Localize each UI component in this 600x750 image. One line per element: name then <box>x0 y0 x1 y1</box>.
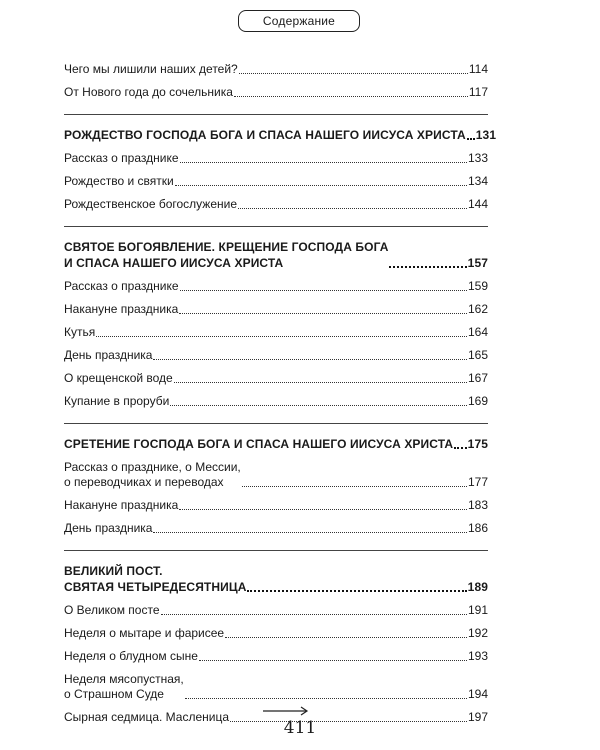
toc-entry-page: 165 <box>467 348 488 362</box>
leader-dots <box>467 138 475 140</box>
leader-dots <box>161 614 467 615</box>
toc-entry-title: Рассказ о празднике <box>64 151 179 165</box>
toc-entry-page: 144 <box>467 197 488 211</box>
toc-section-heading[interactable] <box>64 239 488 271</box>
toc-entry-page: 114 <box>468 62 488 76</box>
toc-entry[interactable] <box>64 302 488 317</box>
leader-dots <box>170 405 467 406</box>
toc-section-title <box>64 563 246 595</box>
toc-section-page: 157 <box>467 256 488 270</box>
leader-dots <box>242 486 467 487</box>
toc-entry-title: Сырная седмица. Масленица <box>64 710 230 724</box>
toc-entry-page: 162 <box>467 302 488 316</box>
leader-dots <box>247 590 466 592</box>
leader-dots <box>179 313 467 314</box>
toc-entry[interactable] <box>64 460 488 490</box>
leader-dots <box>174 382 467 383</box>
leader-dots <box>175 185 467 186</box>
leader-dots <box>180 290 467 291</box>
toc-entry-page: 164 <box>467 325 488 339</box>
toc-entry-title-line: Рассказ о празднике, о Мессии, <box>64 460 241 474</box>
toc-entry[interactable] <box>64 348 488 363</box>
toc-entry[interactable] <box>64 279 488 294</box>
toc-entry-page: 134 <box>467 174 488 188</box>
toc-entry-page: 186 <box>467 521 488 535</box>
toc-entry-title: О Великом посте <box>64 603 160 617</box>
leader-dots <box>180 162 467 163</box>
toc-section-title: СРЕТЕНИЕ ГОСПОДА БОГА И СПАСА НАШЕГО ИИСУСА ХРИСТА <box>64 437 454 451</box>
toc-entry-title: Неделя о блудном сыне <box>64 649 198 663</box>
toc-entry[interactable] <box>64 325 488 340</box>
toc-entry-title: Рождественское богослужение <box>64 197 237 211</box>
toc-entry[interactable] <box>64 672 488 702</box>
toc-section-title-line: СВЯТАЯ ЧЕТЫРЕДЕСЯТНИЦА <box>64 580 247 594</box>
toc-section-page: 131 <box>475 128 497 142</box>
toc-entry-page: 167 <box>467 371 488 385</box>
leader-dots <box>96 336 467 337</box>
leader-dots <box>389 266 466 268</box>
section-divider <box>64 423 488 424</box>
running-header-title: Содержание <box>262 14 336 28</box>
toc-entry[interactable] <box>64 62 488 77</box>
toc-entry-title: Рождество и святки <box>64 174 174 188</box>
toc-entry-title: Накануне праздника <box>64 302 179 316</box>
leader-dots <box>234 96 468 97</box>
toc-entry[interactable] <box>64 626 488 641</box>
toc-section-title-line: СВЯТОЕ БОГОЯВЛЕНИЕ. КРЕЩЕНИЕ ГОСПОДА БОГА <box>64 240 389 254</box>
toc-entry-page: 169 <box>467 394 488 408</box>
toc-entry-page: 194 <box>467 687 488 701</box>
section-divider <box>64 114 488 115</box>
toc-entry[interactable] <box>64 603 488 618</box>
section-divider <box>64 226 488 227</box>
toc-entry-page: 133 <box>467 151 488 165</box>
toc-entry-title-line: Неделя мясопустная, <box>64 672 184 686</box>
toc-section-title: РОЖДЕСТВО ГОСПОДА БОГА И СПАСА НАШЕГО ИИСУСА ХРИСТА <box>64 128 466 142</box>
toc-entry[interactable] <box>64 85 488 100</box>
toc-entry-title-line: о Страшном Суде <box>64 687 164 701</box>
toc-entry-title: Купание в проруби <box>64 394 170 408</box>
toc-entry-page: 177 <box>467 475 488 489</box>
section-divider <box>64 550 488 551</box>
toc-entry-title: От Нового года до сочельника <box>64 85 233 99</box>
leader-dots <box>153 359 466 360</box>
running-header <box>238 10 360 32</box>
toc-entry-title: День праздника <box>64 348 153 362</box>
toc-entry[interactable] <box>64 498 488 513</box>
leader-dots <box>454 447 467 449</box>
toc-entry-title <box>64 672 184 702</box>
toc-section-title-line: И СПАСА НАШЕГО ИИСУСА ХРИСТА <box>64 256 284 270</box>
toc-entry-page: 197 <box>467 710 488 724</box>
toc-section-page: 175 <box>467 437 488 451</box>
toc-entry-title: День праздника <box>64 521 153 535</box>
toc-entry-page: 117 <box>468 85 488 99</box>
toc-section-title <box>64 239 388 271</box>
toc-entry-title: Кутья <box>64 325 96 339</box>
arrow-right-icon <box>262 706 310 716</box>
toc-entry-title: Неделя о мытаре и фарисее <box>64 626 225 640</box>
leader-dots <box>185 698 467 699</box>
toc-entry-title: Чего мы лишили наших детей? <box>64 62 238 76</box>
toc-entry[interactable] <box>64 174 488 189</box>
leader-dots <box>153 532 466 533</box>
toc-section-heading[interactable] <box>64 436 488 452</box>
table-of-contents <box>64 62 497 733</box>
toc-entry[interactable] <box>64 649 488 664</box>
leader-dots <box>199 660 467 661</box>
toc-entry[interactable] <box>64 151 488 166</box>
toc-entry-page: 192 <box>467 626 488 640</box>
toc-entry[interactable] <box>64 197 488 212</box>
toc-entry-title-line: о переводчиках и переводах <box>64 475 224 489</box>
leader-dots <box>238 208 467 209</box>
toc-entry[interactable] <box>64 394 488 409</box>
toc-section-title-line: ВЕЛИКИЙ ПОСТ. <box>64 564 163 578</box>
toc-entry-page: 193 <box>467 649 488 663</box>
page-number: 411 <box>283 718 317 738</box>
toc-entry-page: 191 <box>467 603 488 617</box>
toc-section-heading[interactable] <box>64 127 497 143</box>
toc-entry[interactable] <box>64 521 488 536</box>
leader-dots <box>239 73 468 74</box>
toc-entry-page: 159 <box>467 279 488 293</box>
toc-entry-page: 183 <box>467 498 488 512</box>
toc-section-heading[interactable] <box>64 563 488 595</box>
toc-entry[interactable] <box>64 371 488 386</box>
toc-entry-title: Рассказ о празднике <box>64 279 179 293</box>
toc-entry-title: Накануне праздника <box>64 498 179 512</box>
toc-entry-title <box>64 460 241 490</box>
leader-dots <box>179 509 467 510</box>
toc-section-page: 189 <box>467 580 488 594</box>
toc-entry-title: О крещенской воде <box>64 371 173 385</box>
leader-dots <box>225 637 467 638</box>
